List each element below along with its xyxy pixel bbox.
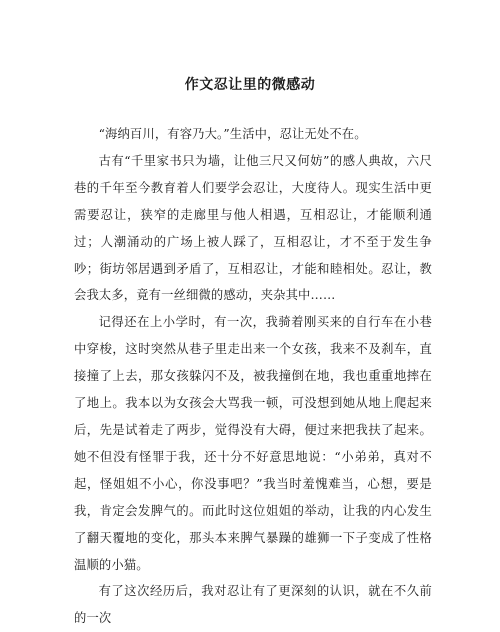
paragraph-2: 古有“千里家书只为墙，让他三尺又何妨”的感人典故，六尺巷的千年至今教育着人们要学会忍让，大度待人。现实生活中更需要忍让，狭窄的走廊里与他人相遇，互相忍让，才能顺利通过；人潮涌动的广场上被人踩了，互相忍让，才不至于发生争吵；街坊邻居遇到矛盾了，互相忍让，才能和睦相处。忍让，教会我太多，竟有一丝细微的感动，夹杂其中…… (74, 153, 432, 303)
paragraph-4: 有了这次经历后，我对忍让有了更深刻的认识，就在不久前的一次 (74, 584, 432, 626)
paragraph-1: “海纳百川，有容乃大。”生活中，忍让无处不在。 (98, 127, 367, 141)
document-body (74, 121, 432, 632)
paragraph-3: 记得还在上小学时，有一次，我骑着刚买来的自行车在小巷中穿梭，这时突然从巷子里走出来一个女孩，我来不及刹车，直接撞了上去，那女孩躲闪不及，被我撞倒在地，我也重重地摔在了地上。我本以为女孩会大骂我一顿，可没想到她从地上爬起来后，先是试着走了两步，觉得没有大碍，便过来把我扶了起来。她不但没有怪罪于我，还十分不好意思地说：“小弟弟，真对不起，怪姐姐不小心，你没事吧？”我当时羞愧难当，心想，要是我，肯定会发脾气的。而此时这位姐姐的举动，让我的内心发生了翻天覆地的变化，那头本来脾气暴躁的雄狮一下子变成了性格温顺的小猫。 (74, 315, 432, 572)
document-title: 作文忍让里的微感动 (184, 77, 316, 93)
